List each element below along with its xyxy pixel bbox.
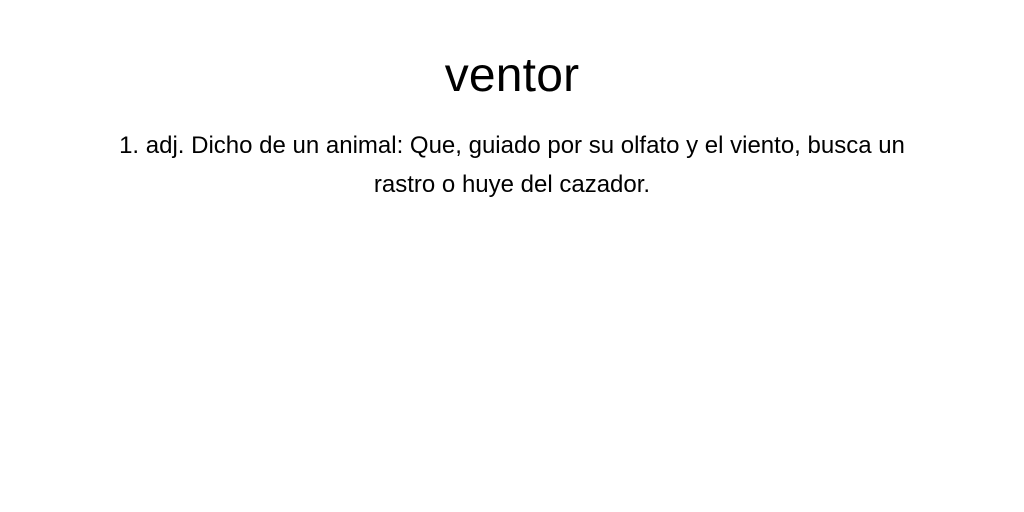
definition-text: 1. adj. Dicho de un animal: Que, guiado por su olfato y el viento, busca un rastro o huye del cazador. xyxy=(119,132,905,198)
headword: ventor xyxy=(444,49,580,102)
